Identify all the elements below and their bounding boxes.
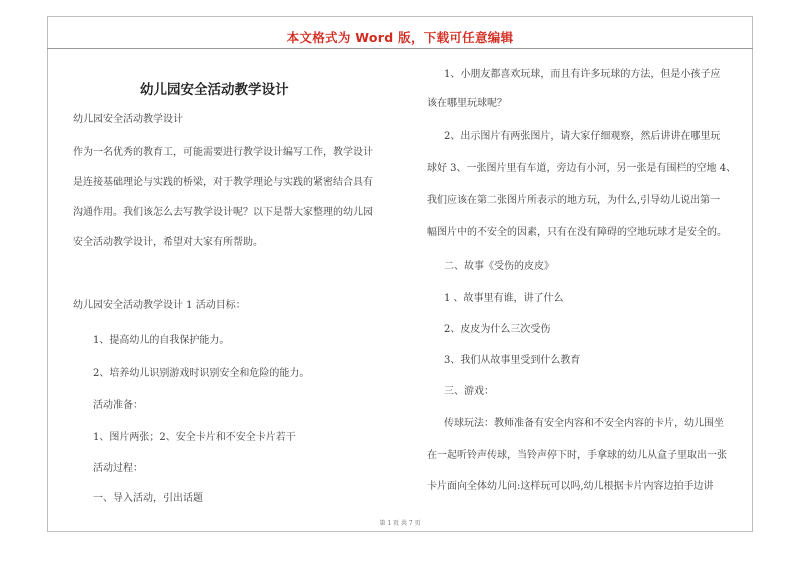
section-heading: 活动准备： — [93, 400, 143, 411]
paragraph-line: 球好 3、一张图片里有车道，旁边有小河，另一张是有围栏的空地 4、 — [427, 163, 737, 174]
paragraph-line: 2、出示图片有两张图片，请大家仔细观察，然后讲讲在哪里玩 — [444, 131, 721, 142]
paragraph-line: 沟通作用。我们该怎么去写教学设计呢？以下是帮大家整理的幼儿园 — [73, 207, 373, 218]
list-item: 1、图片两张；2、安全卡片和不安全卡片若干 — [93, 432, 296, 443]
list-item: 3、我们从故事里受到什么教育 — [444, 355, 581, 366]
list-item: 1、提高幼儿的自我保护能力。 — [93, 335, 230, 346]
paragraph-line: 卡片面向全体幼儿问:这样玩可以吗,幼儿根据卡片内容边拍手边讲 — [427, 481, 714, 492]
subtitle-line: 幼儿园安全活动教学设计 — [73, 114, 183, 125]
watermark-banner: 本文格式为 Word 版，下载可任意编辑 — [286, 30, 514, 45]
list-item: 一、导入活动，引出话题 — [93, 493, 203, 504]
list-item: 2、培养幼儿识别游戏时识别安全和危险的能力。 — [93, 368, 310, 379]
section-heading: 二、故事《受伤的皮皮》 — [444, 261, 554, 272]
paragraph-line: 安全活动教学设计，希望对大家有所帮助。 — [73, 237, 263, 248]
paragraph-line: 是连接基础理论与实践的桥梁，对于教学理论与实践的紧密结合具有 — [73, 177, 373, 188]
page-number: 第 1 页 共 7 页 — [379, 520, 421, 527]
paragraph-line: 1、小朋友都喜欢玩球，而且有许多玩球的方法，但是小孩子应 — [444, 69, 721, 80]
paragraph-line: 传球玩法：教师准备有安全内容和不安全内容的卡片，幼儿围坐 — [444, 418, 724, 429]
section-heading: 三、游戏： — [444, 386, 494, 397]
paragraph-line: 幅图片中的不安全的因素，只有在没有障碍的空地玩球才是安全的。 — [427, 227, 727, 238]
paragraph-line: 我们应该在第二张图片所表示的地方玩，为什么,引导幼儿说出第一 — [427, 195, 721, 206]
section-heading: 活动过程： — [93, 463, 143, 474]
section-heading: 幼儿园安全活动教学设计 1 活动目标： — [73, 300, 246, 311]
paragraph-line: 在一起听铃声传球，当铃声停下时，手拿球的幼儿从盒子里取出一张 — [427, 450, 727, 461]
list-item: 2、皮皮为什么三次受伤 — [444, 324, 551, 335]
list-item: 1 、故事里有谁，讲了什么 — [444, 293, 564, 304]
paragraph-line: 作为一名优秀的教育工，可能需要进行教学设计编写工作，教学设计 — [73, 147, 373, 158]
header-divider — [47, 48, 753, 49]
page-title: 幼儿园安全活动教学设计 — [140, 82, 289, 98]
paragraph-line: 该在哪里玩球呢？ — [427, 98, 507, 109]
